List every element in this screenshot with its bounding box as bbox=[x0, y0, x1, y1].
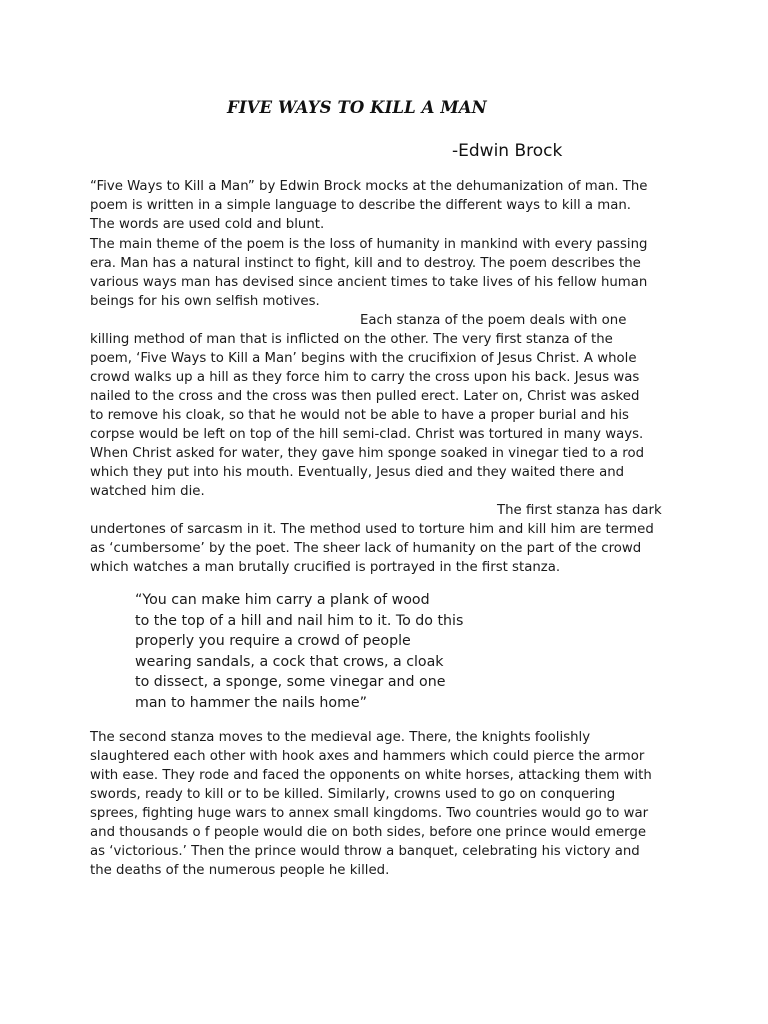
paragraph-line: which watches a man brutally crucified is portrayed in the first stanza. bbox=[90, 560, 561, 575]
paragraph-line: watched him die. bbox=[90, 484, 205, 499]
paragraph-line: swords, ready to kill or to be killed. Similarly, crowns used to go on conquering bbox=[90, 787, 616, 802]
quote-line: to the top of a hill and nail him to it. To do this bbox=[135, 613, 464, 629]
paragraph-line: the deaths of the numerous people he killed. bbox=[90, 863, 390, 878]
paragraph-line: “Five Ways to Kill a Man” by Edwin Brock mocks at the dehumanization of man. The bbox=[90, 179, 648, 194]
paragraph-line: slaughtered each other with hook axes and hammers which could pierce the armor bbox=[90, 749, 645, 764]
quote-line: “You can make him carry a plank of wood bbox=[135, 592, 430, 608]
paragraph-line: killing method of man that is inflicted on the other. The very first stanza of the bbox=[90, 332, 613, 347]
quote-line: to dissect, a sponge, some vinegar and one bbox=[135, 674, 446, 690]
paragraph-line: with ease. They rode and faced the opponents on white horses, attacking them with bbox=[90, 768, 652, 783]
paragraph-line: as ‘cumbersome’ by the poet. The sheer lack of humanity on the part of the crowd bbox=[90, 541, 642, 556]
paragraph-line: poem is written in a simple language to describe the different ways to kill a man. bbox=[90, 198, 632, 213]
paragraph-line: When Christ asked for water, they gave him sponge soaked in vinegar tied to a rod bbox=[90, 446, 645, 461]
quote-line: man to hammer the nails home” bbox=[135, 695, 368, 711]
author-line: -Edwin Brock bbox=[452, 141, 563, 161]
paragraph-line: and thousands o f people would die on both sides, before one prince would emerge bbox=[90, 825, 647, 840]
paragraph-line: sprees, fighting huge wars to annex small kingdoms. Two countries would go to war bbox=[90, 806, 649, 821]
paragraph-line: undertones of sarcasm in it. The method used to torture him and kill him are termed bbox=[90, 522, 654, 537]
paragraph-line: as ‘victorious.’ Then the prince would throw a banquet, celebrating his victory and bbox=[90, 844, 640, 859]
paragraph-line: Each stanza of the poem deals with one bbox=[360, 313, 627, 328]
paragraph-line: era. Man has a natural instinct to fight, kill and to destroy. The poem describes the bbox=[90, 256, 641, 271]
paragraph-line: The words are used cold and blunt. bbox=[90, 217, 325, 232]
paragraph-line: The first stanza has dark bbox=[497, 503, 662, 518]
paragraph-line: poem, ‘Five Ways to Kill a Man’ begins with the crucifixion of Jesus Christ. A whole bbox=[90, 351, 637, 366]
paragraph-line: which they put into his mouth. Eventually, Jesus died and they waited there and bbox=[90, 465, 625, 480]
paragraph-line: The second stanza moves to the medieval age. There, the knights foolishly bbox=[90, 730, 591, 745]
paragraph-line: The main theme of the poem is the loss of humanity in mankind with every passing bbox=[90, 237, 648, 252]
paragraph-line: various ways man has devised since ancient times to take lives of his fellow human bbox=[90, 275, 648, 290]
paragraph-line: crowd walks up a hill as they force him to carry the cross upon his back. Jesus was bbox=[90, 370, 640, 385]
paragraph-line: to remove his cloak, so that he would not be able to have a proper burial and his bbox=[90, 408, 629, 423]
quote-line: wearing sandals, a cock that crows, a cloak bbox=[135, 654, 444, 670]
document-title: FIVE WAYS TO KILL A MAN bbox=[227, 98, 487, 117]
paragraph-line: nailed to the cross and the cross was then pulled erect. Later on, Christ was asked bbox=[90, 389, 640, 404]
paragraph-line: corpse would be left on top of the hill semi-clad. Christ was tortured in many ways. bbox=[90, 427, 644, 442]
paragraph-line: beings for his own selfish motives. bbox=[90, 294, 320, 309]
quote-line: properly you require a crowd of people bbox=[135, 633, 411, 649]
